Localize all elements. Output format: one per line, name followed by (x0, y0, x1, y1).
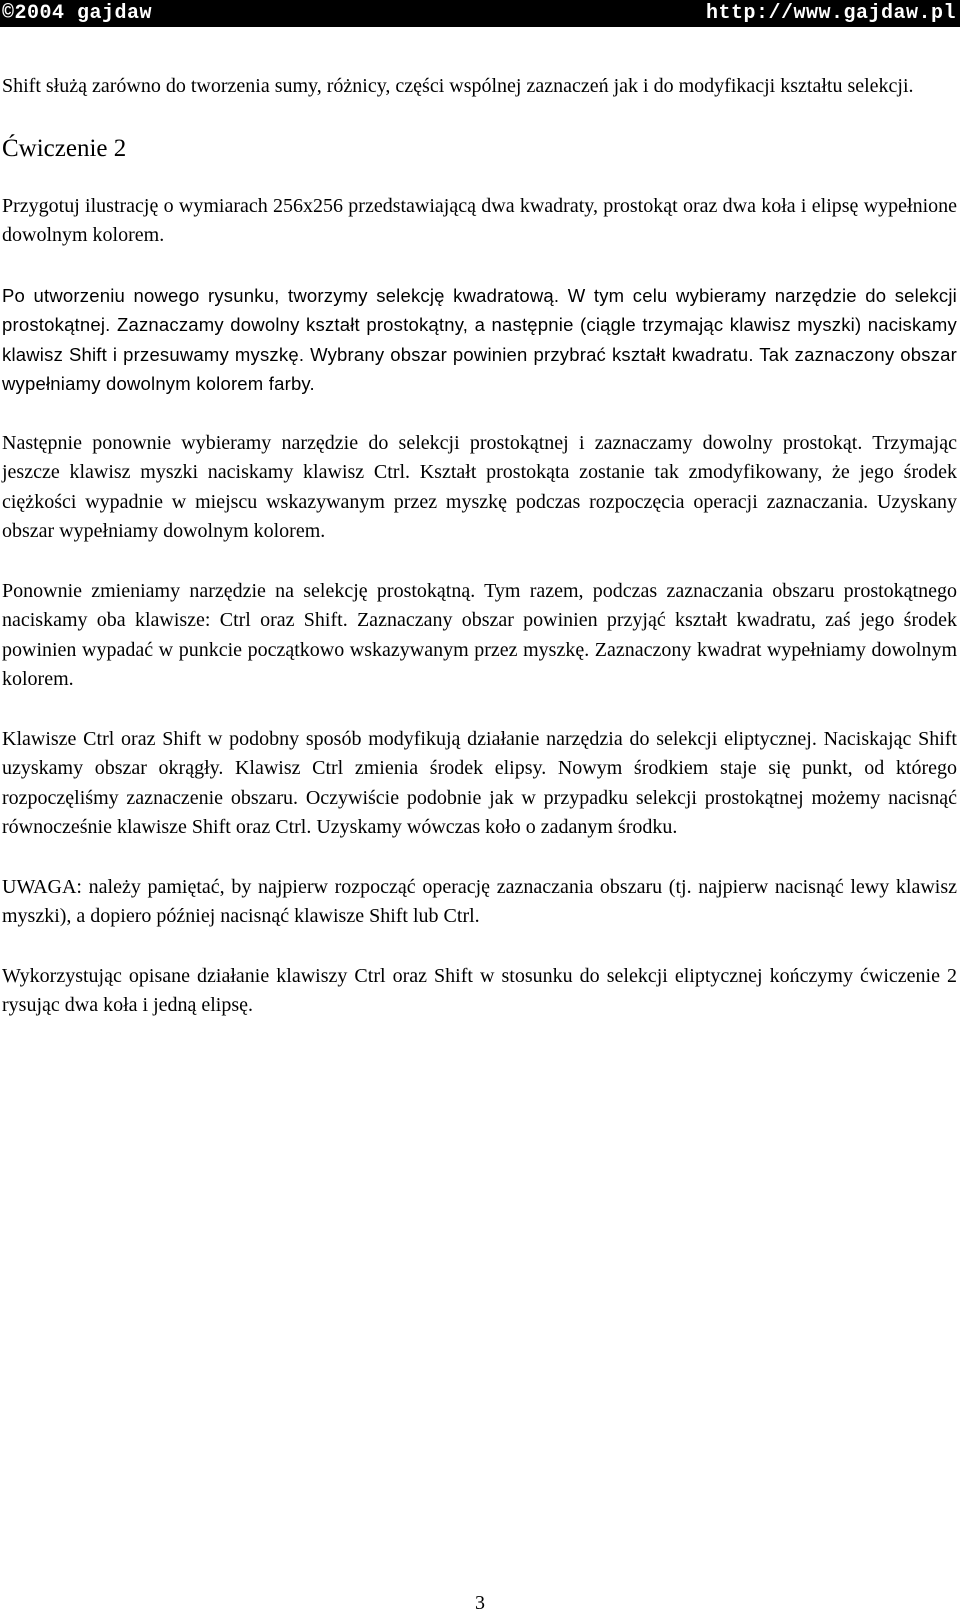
ctrl-rectangle-paragraph: Następnie ponownie wybieramy narzędzie do selekcji prostokątnej i zaznaczamy dowolny prostokąt. Trzymając jeszcze klawisz myszki naciskamy klawisz Ctrl. Kształt prostokąta zostanie tak zmodyfikowany, że jego środek ciężkości wypadnie w miejscu wskazywanym przez myszkę podczas rozpoczęcia operacji zaznaczania. Uzyskany obszar wypełniamy dowolnym kolorem. (2, 431, 957, 542)
ctrl-shift-square-paragraph: Ponownie zmieniamy narzędzie na selekcję prostokątną. Tym razem, podczas zaznaczania obszaru prostokątnego naciskamy oba klawisze: Ctrl oraz Shift. Zaznaczany obszar powinien przyjąć kształt kwadratu, zaś jego środek powinien wypadać w punkcie początkowo wskazywanym przez myszkę. Zaznaczony kwadrat wypełniamy dowolnym kolorem. (2, 579, 957, 690)
task-paragraph: Przygotuj ilustrację o wymiarach 256x256 przedstawiającą dwa kwadraty, prostokąt oraz dwa koła i elipsę wypełnione dowolnym kolorem. (2, 194, 957, 246)
warning-paragraph: UWAGA: należy pamiętać, by najpierw rozpocząć operację zaznaczania obszaru (tj. najpierw nacisnąć lewy klawisz myszki), a dopiero później nacisnąć klawisze Shift lub Ctrl. (2, 875, 957, 927)
copyright-label: ©2004 gajdaw (2, 2, 153, 25)
page-number: 3 (475, 1592, 485, 1614)
page-header-bar (0, 0, 960, 27)
closing-paragraph: Wykorzystując opisane działanie klawiszy Ctrl oraz Shift w stosunku do selekcji eliptycznej kończymy ćwiczenie 2 rysując dwa koła i jedną elipsę. (2, 964, 957, 1016)
ellipse-selection-paragraph: Klawisze Ctrl oraz Shift w podobny sposób modyfikują działanie narzędzia do selekcji eliptycznej. Naciskając Shift uzyskamy obszar okrągły. Klawisz Ctrl zmienia środek elipsy. Nowym środkiem staje się punkt, od którego rozpoczęliśmy zaznaczenie obszaru. Oczywiście podobnie jak w przypadku selekcji prostokątnej możemy nacisnąć równocześnie klawisze Shift oraz Ctrl. Uzyskamy wówczas koło o zadanym środku. (2, 727, 957, 838)
square-selection-paragraph: Po utworzeniu nowego rysunku, tworzymy selekcję kwadratową. W tym celu wybieramy narzędzie do selekcji prostokątnej. Zaznaczamy dowolny kształt prostokątny, a następnie (ciągle trzymając klawisz myszki) naciskamy klawisz Shift i przesuwamy myszkę. Wybrany obszar powinien przybrać kształt kwadratu. Tak zaznaczony obszar wypełniamy dowolnym kolorem farby. (2, 284, 957, 394)
document-body (2, 72, 957, 1051)
website-url: http://www.gajdaw.pl (705, 2, 956, 25)
intro-paragraph: Shift służą zarówno do tworzenia sumy, różnicy, części wspólnej zaznaczeń jak i do modyfikacji kształtu selekcji. (2, 75, 914, 97)
exercise-heading: Ćwiczenie 2 (2, 134, 127, 162)
